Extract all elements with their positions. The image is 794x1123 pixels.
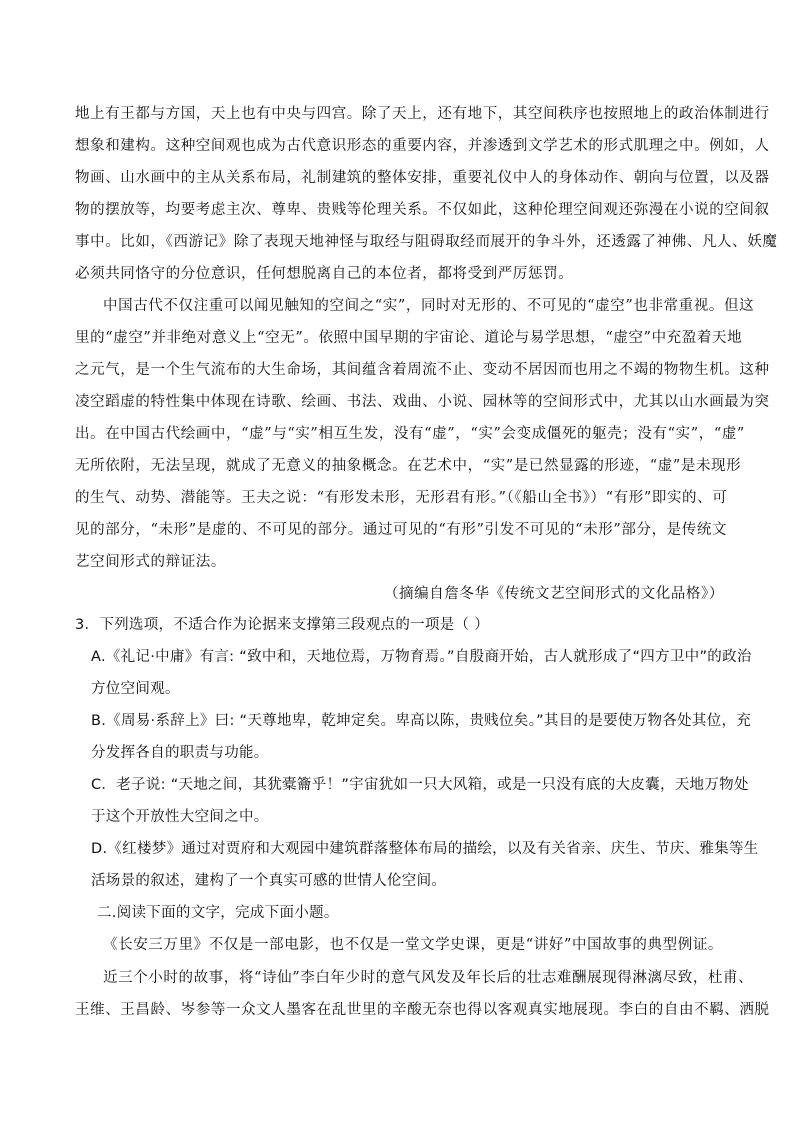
option-c-continued: 于这个开放性大空间之中。	[91, 809, 269, 825]
text-line: 物画、山水画中的主从关系布局，礼制建筑的整体安排，重要礼仪中人的身体动作、朝向与位置，以及器	[75, 170, 770, 186]
text-line: 的生气、动势、潜能等。王夫之说：“有形发未形，无形君有形。”（《船山全书》）“有形”即实的、可	[75, 490, 728, 506]
text-line: 地上有王都与方国，天上也有中央与四宫。除了天上，还有地下，其空间秩序也按照地上的政治体制进行	[75, 106, 770, 122]
text-line: 出。在中国古代绘画中，“虚”与“实”相互生发，没有“虚”，“实”会变成僵死的躯壳；没有“实”，“虚”	[75, 426, 745, 442]
option-a: A.《礼记·中庸》有言: “致中和，天地位焉，万物育焉。”自殷商开始，古人就形成了“四方卫中”的政治	[91, 649, 752, 665]
text-line: 事中。比如，《西游记》除了表现天地神怪与取经与阻碍取经而展开的争斗外，还透露了神佛、凡人、妖魔	[75, 234, 778, 250]
text-line: 物的摆放等，均要考虑主次、尊卑、贵贱等伦理关系。不仅如此，这种伦理空间观还弥漫在小说的空间叙	[75, 202, 770, 218]
section-heading: 二.阅读下面的文字，完成下面小题。	[97, 905, 339, 921]
text-line: 近三个小时的故事，将“诗仙”李白年少时的意气风发及年长后的壮志难酬展现得淋漓尽致，杜甫、	[103, 970, 754, 986]
text-line: 见的部分，“未形”是虚的、不可见的部分。通过可见的“有形”引发不可见的“未形”部分，是传统文	[75, 522, 728, 538]
text-line: 王维、王昌龄、岑参等一众文人墨客在乱世里的辛酸无奈也得以客观真实地展现。李白的自由不羁、洒脱	[75, 1002, 770, 1018]
option-c: C．老子说: “天地之间，其犹橐籥乎！”宇宙犹如一只大风箱，或是一只没有底的大皮囊，天地万物处	[91, 777, 749, 793]
source-citation: （摘编自詹冬华《传统文艺空间形式的文化品格》）	[383, 586, 724, 602]
text-line: 无所依附，无法呈现，就成了无意义的抽象概念。在艺术中，“实”是已然显露的形迹，“虚”是未现形	[75, 458, 742, 474]
text-line: 想象和建构。这种空间观也成为古代意识形态的重要内容，并渗透到文学艺术的形式肌理之中。例如，人	[75, 138, 770, 154]
option-d-continued: 活场景的叙述，建构了一个真实可感的世情人伦空间。	[91, 873, 447, 889]
text-line: 艺空间形式的辩证法。	[75, 554, 226, 570]
question-stem: 3．下列选项，不适合作为论据来支撑第三段观点的一项是（ ）	[75, 617, 490, 633]
option-b: B.《周易·系辞上》曰: “天尊地卑，乾坤定矣。卑高以陈，贵贱位矣。”其目的是要使万物各处其位，充	[91, 713, 752, 729]
text-line: 必须共同恪守的分位意识，任何想脱离自己的本位者，都将受到严厉惩罚。	[75, 266, 574, 282]
text-line: 《长安三万里》不仅是一部电影，也不仅是一堂文学史课，更是“讲好”中国故事的典型例证。	[103, 937, 724, 953]
option-b-continued: 分发挥各自的职责与功能。	[91, 745, 269, 761]
text-line: 凌空蹈虚的特性集中体现在诗歌、绘画、书法、戏曲、小说、园林等的空间形式中，尤其以山水画最为突	[75, 394, 770, 410]
option-a-continued: 方位空间观。	[91, 681, 180, 697]
option-d: D.《红楼梦》通过对贾府和大观园中建筑群落整体布局的描绘，以及有关省亲、庆生、节庆、雅集等生	[91, 841, 759, 857]
text-line: 里的“虚空”并非绝对意义上“空无”。依照中国早期的宇宙论、道论与易学思想，“虚空”中充盈着天地	[75, 330, 743, 346]
text-line: 之元气，是一个生气流布的大生命场，其间蕴含着周流不止、变动不居因而也用之不竭的物物生机。这种	[75, 362, 770, 378]
text-line: 中国古代不仅注重可以闻见触知的空间之“实”，同时对无形的、不可见的“虚空”也非常重视。但这	[103, 298, 755, 314]
